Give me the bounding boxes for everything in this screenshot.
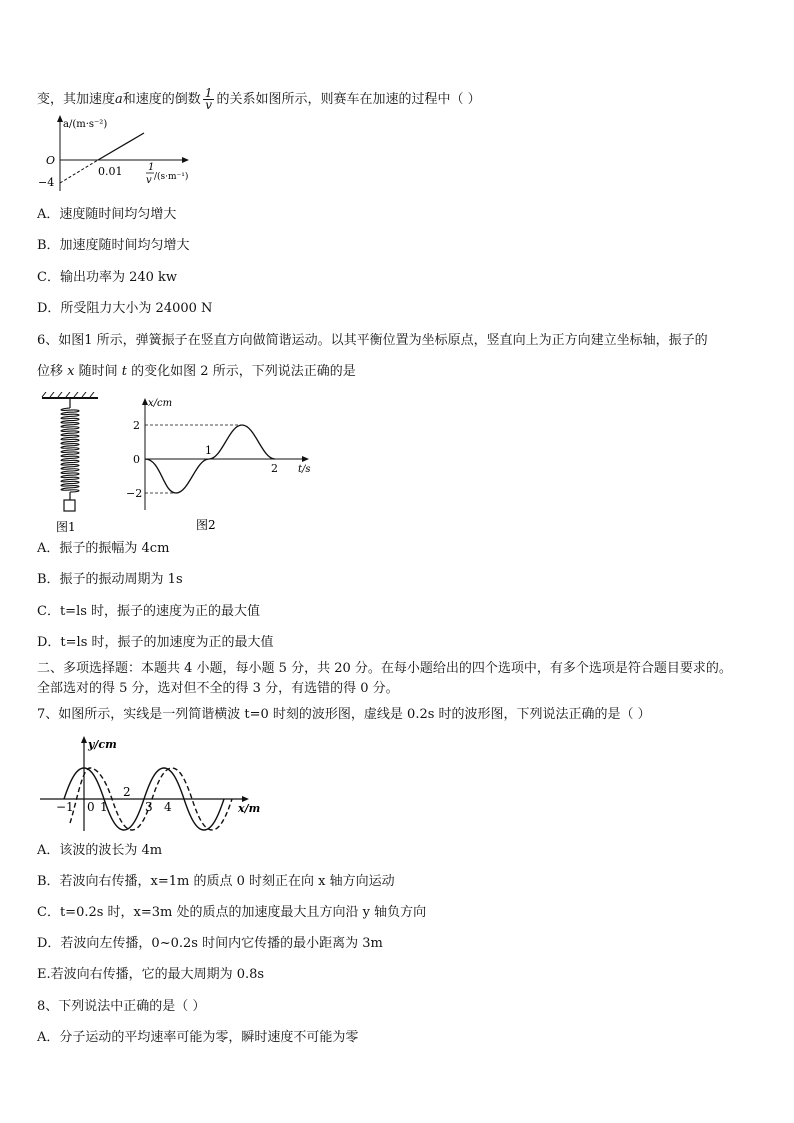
q8-stem: 8、下列说法中正确的是（ ） xyxy=(37,999,206,1014)
q7-tick-neg1: −1 xyxy=(56,800,74,814)
q5-x-intercept: 0.01 xyxy=(98,165,123,178)
q5-dashed-segment xyxy=(60,160,98,183)
q6-spring-figure xyxy=(42,392,98,534)
q6-tick-y-neg2: −2 xyxy=(126,487,143,500)
q7-wave-graph xyxy=(36,733,266,833)
q6-stem-line1: 6、如图1 所示，弹簧振子在竖直方向做简谐运动。以其平衡位置为坐标原点，竖直向上为正方向建立坐标轴，振子的 xyxy=(37,333,708,348)
q7-tick-4: 4 xyxy=(164,800,172,814)
q5-x-label-num: 1 xyxy=(148,162,155,173)
q5-stem-pre: 变，其加速度 xyxy=(37,92,116,107)
q5-option-d: D．所受阻力大小为 24000 N xyxy=(37,301,213,316)
q6-tick-y-0: 0 xyxy=(133,453,140,466)
q6-fig1-caption: 图1 xyxy=(56,520,76,534)
q7-option-b: B．若波向右传播，x=1m 的质点 0 时刻正在向 x 轴方向运动 xyxy=(37,874,395,889)
q7-option-c: C．t=0.2s 时，x=3m 处的质点的加速度最大且方向沿 y 轴负方向 xyxy=(37,905,427,920)
q6-graph-x-label: t/s xyxy=(298,464,311,475)
q6-xt-graph xyxy=(126,398,311,532)
q6-graph-y-label: x/cm xyxy=(148,398,173,409)
q7-option-d: D．若波向左传播，0~0.2s 时间内它传播的最小距离为 3m xyxy=(37,936,383,951)
q6-option-a: A．振子的振幅为 4cm xyxy=(37,541,170,556)
q5-option-a: A．速度随时间均匀增大 xyxy=(37,207,177,222)
q7-option-a: A．该波的波长为 4m xyxy=(37,843,163,858)
q8-option-a: A．分子运动的平均速率可能为零，瞬时速度不可能为零 xyxy=(37,1030,359,1045)
q6-figures xyxy=(36,392,326,537)
q6-fig2-caption: 图2 xyxy=(196,518,216,532)
q6-tick-y-2: 2 xyxy=(133,419,140,432)
section2-header-line1: 二、多项选择题：本题共 4 小题，每小题 5 分，共 20 分。在每小题给出的四个选项中，有多个选项是符合题目要求的。 xyxy=(37,661,732,676)
q6-spring-coil xyxy=(61,408,79,492)
q6-option-b: B．振子的振动周期为 1s xyxy=(37,572,183,587)
q7-tick-0: 0 xyxy=(87,800,95,814)
q5-option-c: C．输出功率为 240 kw xyxy=(37,270,178,285)
q6-tick-x-2: 2 xyxy=(271,462,278,475)
q5-stem-post: 的关系如图所示，则赛车在加速的过程中（ ） xyxy=(216,92,481,107)
q5-graph xyxy=(36,113,216,195)
section2-header-line2: 全部选对的得 5 分，选对但不全的得 3 分，有选错的得 0 分。 xyxy=(37,681,399,696)
q7-tick-3: 3 xyxy=(145,800,153,814)
q5-origin: O xyxy=(46,154,56,167)
q5-x-label-unit: /(s·m⁻¹) xyxy=(154,172,189,182)
q5-stem-mid: 和速度的倒数 xyxy=(122,92,201,107)
q5-reciprocal-v: $\frac{1}{v}$ xyxy=(204,86,213,112)
q6-mass-block xyxy=(64,500,75,511)
q6-stem-line2: 位移 x 随时间 t 的变化如图 2 所示，下列说法正确的是 xyxy=(37,364,356,379)
q5-y-intercept: −4 xyxy=(38,176,55,189)
q6-option-c: C．t=ls 时，振子的速度为正的最大值 xyxy=(37,604,261,619)
q7-tick-2: 2 xyxy=(123,785,131,799)
q7-option-e: E.若波向右传播，它的最大周期为 0.8s xyxy=(37,967,265,982)
q6-t-var: t xyxy=(121,364,128,379)
q5-option-b: B．加速度随时间均匀增大 xyxy=(37,238,190,253)
q7-stem: 7、如图所示，实线是一列简谐横波 t=0 时刻的波形图，虚线是 0.2s 时的波形图，下列说法正确的是（ ） xyxy=(37,707,651,722)
q5-x-label-den: v xyxy=(146,175,152,186)
q5-solid-line xyxy=(98,133,144,160)
q5-x-arrow xyxy=(182,157,189,163)
q7-tick-1: 1 xyxy=(100,800,108,814)
q6-tick-x-1: 1 xyxy=(205,444,212,457)
q6-x-var: x xyxy=(67,364,75,379)
q5-a-var: a xyxy=(115,92,123,107)
q5-stem xyxy=(37,88,481,111)
q6-option-d: D．t=ls 时，振子的加速度为正的最大值 xyxy=(37,635,274,650)
q7-y-label: y/cm xyxy=(88,738,117,751)
q5-y-label: a/(m·s⁻²) xyxy=(63,119,108,130)
q7-x-label: x/m xyxy=(238,802,261,815)
